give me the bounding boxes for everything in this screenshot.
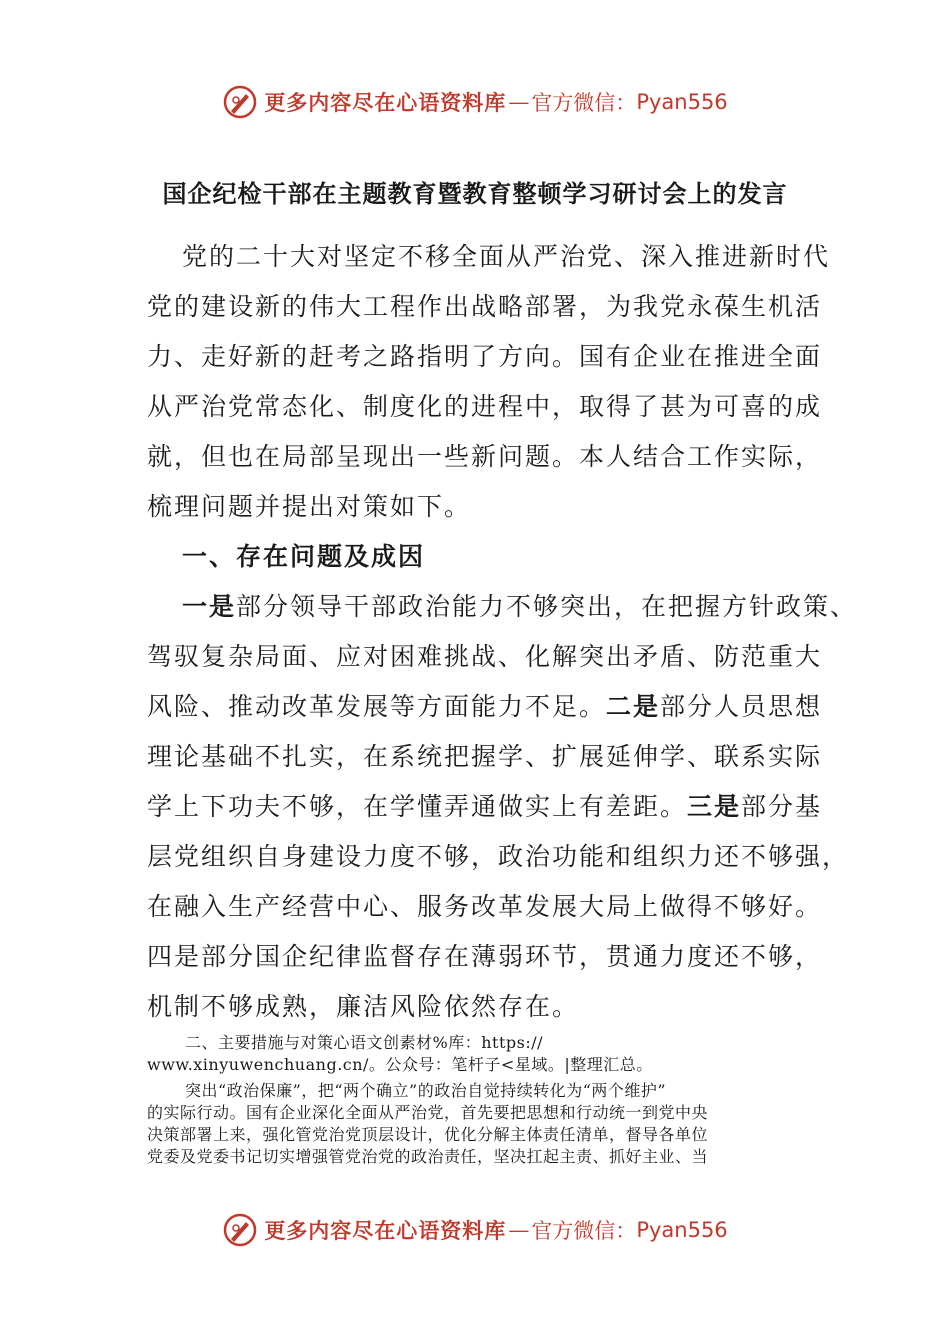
banner-dash: —: [508, 90, 530, 114]
section1-line: [147, 582, 858, 632]
pen-circle-logo-icon: [222, 1212, 258, 1248]
intro-line: 就，但也在局部呈现出一些新问题。本人结合工作实际，: [147, 442, 823, 471]
intro-line: 党的建设新的伟大工程作出战略部署，为我党永葆生机活: [147, 292, 823, 321]
header-watermark-banner: [0, 80, 950, 124]
intro-line: 从严治党常态化、制度化的进程中，取得了甚为可喜的成: [147, 392, 823, 421]
section1-line: 驾驭复杂局面、应对困难挑战、化解突出矛盾、防范重大: [147, 642, 823, 671]
section2-line: www.xinyuwenchuang.cn/。公众号：笔杆子<星域。|整理汇总。: [147, 1055, 653, 1074]
section1-line: 理论基础不扎实，在系统把握学、扩展延伸学、联系实际: [147, 742, 823, 771]
section1-text: 部分人员思想: [660, 692, 823, 721]
section1-paragraph: [147, 582, 858, 1032]
section1-line: 在融入生产经营中心、服务改革发展大局上做得不够好。: [147, 892, 823, 921]
section1-heading: 一、存在问题及成因: [182, 542, 426, 571]
section1-line: 层党组织自身建设力度不够，政治功能和组织力还不够强，: [147, 842, 850, 871]
point-two-label: 二是: [606, 692, 661, 721]
point-three-label: 三是: [687, 792, 742, 821]
section2-heading: [147, 1032, 807, 1076]
intro-line: 力、走好新的赶考之路指明了方向。国有企业在推进全面: [147, 342, 823, 371]
document-title: 国企纪检干部在主题教育暨教育整顿学习研讨会上的发言: [162, 179, 788, 208]
paragraph-three: [147, 1080, 807, 1168]
footer-watermark-banner: [0, 1208, 950, 1252]
paragraph-three-line: 党委及党委书记切实增强管党治党的政治责任，坚决扛起主责、抓好主业、当: [147, 1147, 709, 1166]
paragraph-three-line: 突出“政治保廉”，把“两个确立”的政治自觉持续转化为“两个维护”: [185, 1081, 667, 1100]
banner-text: 更多内容尽在心语资料库: [264, 90, 507, 115]
banner-dash: —: [508, 1218, 530, 1242]
point-one-label: 一是: [182, 592, 237, 621]
paragraph-three-line: 的实际行动。国有企业深化全面从严治党，首先要把思想和行动统一到党中央: [147, 1103, 709, 1122]
section2-line: 二、主要措施与对策心语文创素材%库：https://: [185, 1033, 543, 1052]
section1-text: 风险、推动改革发展等方面能力不足。: [147, 692, 607, 721]
section1-line: 四是部分国企纪律监督存在薄弱环节，贯通力度还不够，: [147, 942, 823, 971]
intro-line: 党的二十大对坚定不移全面从严治党、深入推进新时代: [182, 242, 831, 271]
banner-wechat-label: 官方微信：: [531, 91, 637, 115]
section1-line: 机制不够成熟，廉洁风险依然存在。: [147, 992, 580, 1021]
section1-text: 部分领导干部政治能力不够突出，在把握方针政策、: [236, 592, 858, 621]
banner-wechat-label: 官方微信：: [531, 1219, 637, 1243]
section1-text: 部分基: [741, 792, 823, 821]
intro-line: 梳理问题并提出对策如下。: [147, 492, 472, 521]
section1-line: [147, 682, 823, 732]
section1-line: [147, 782, 823, 832]
banner-wechat-id: Pyan556: [636, 90, 728, 114]
pen-circle-logo-icon: [222, 84, 258, 120]
banner-text: 更多内容尽在心语资料库: [264, 1218, 507, 1243]
paragraph-three-line: 决策部署上来，强化管党治党顶层设计，优化分解主体责任清单，督导各单位: [147, 1125, 709, 1144]
section1-text: 学上下功夫不够，在学懂弄通做实上有差距。: [147, 792, 688, 821]
banner-wechat-id: Pyan556: [636, 1218, 728, 1242]
intro-paragraph: [147, 232, 831, 532]
